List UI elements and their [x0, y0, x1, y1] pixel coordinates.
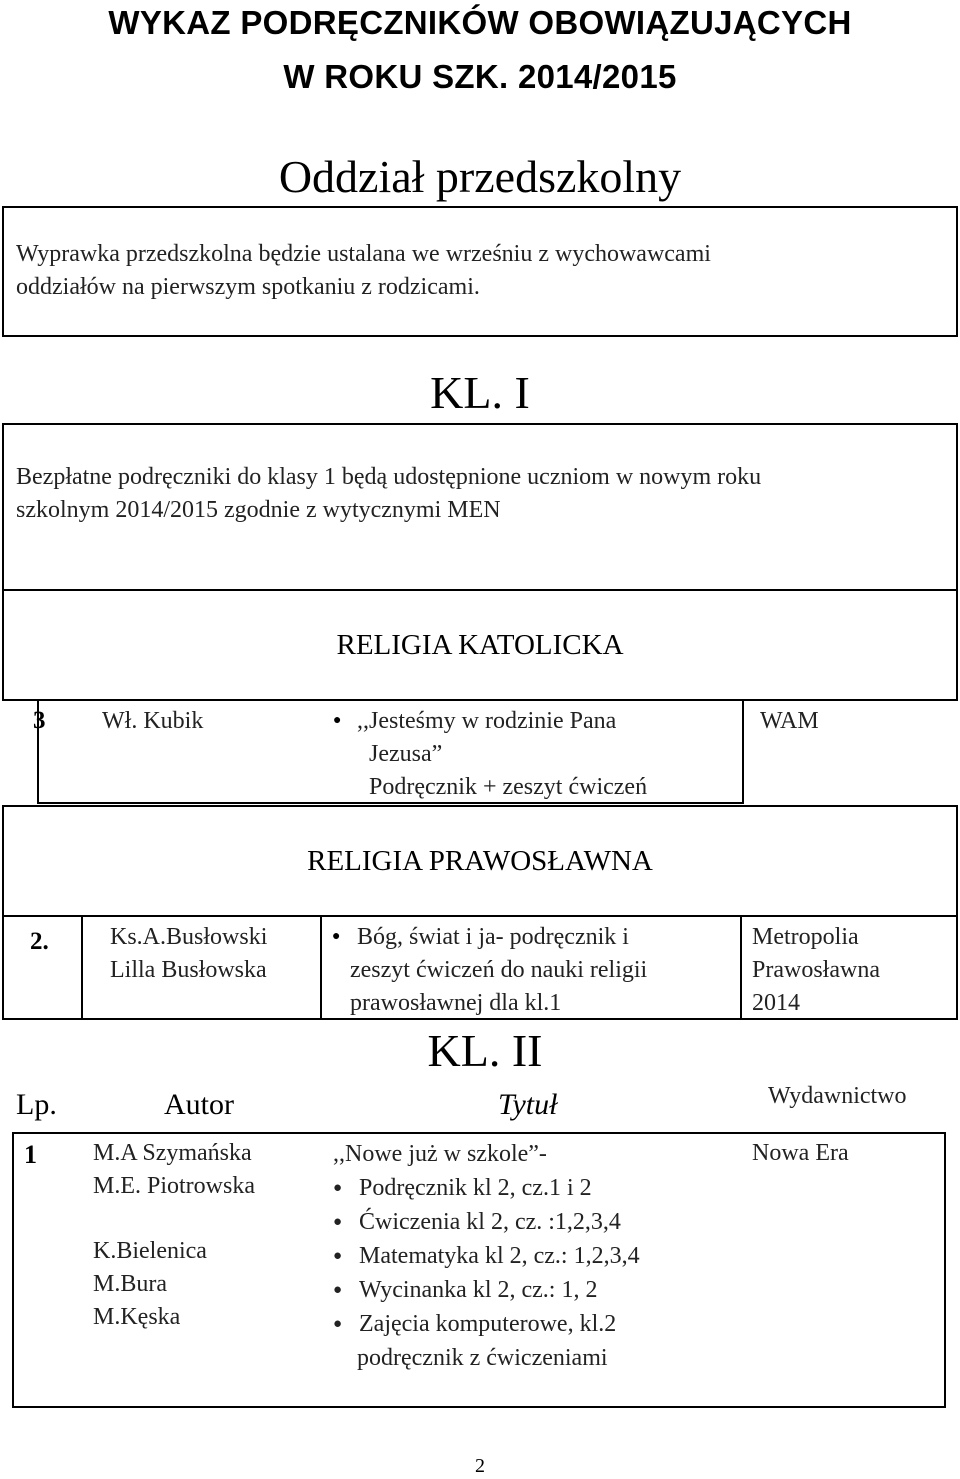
- list-item: ● Wycinanka kl 2, cz.: 1, 2: [333, 1273, 640, 1307]
- catholic-heading-box: [2, 589, 958, 701]
- catholic-lp: 3: [33, 707, 46, 734]
- author-name: K.Bielenica: [93, 1238, 207, 1264]
- orthodox-heading-box: [2, 805, 958, 917]
- class2-title-intro: ,,Nowe już w szkole”-: [333, 1141, 547, 1167]
- orthodox-publisher-line3: 2014: [752, 990, 800, 1016]
- orthodox-author-line2: Lilla Busłowska: [110, 957, 267, 983]
- catholic-title-line2: Jezusa”: [369, 741, 443, 767]
- author-name: M.A Szymańska: [93, 1140, 252, 1166]
- column-header-author: Autor: [164, 1088, 234, 1121]
- orthodox-lp: 2.: [30, 928, 49, 955]
- orthodox-heading: RELIGIA PRAWOSŁAWNA: [307, 845, 653, 877]
- column-header-lp: Lp.: [16, 1088, 57, 1121]
- section-heading-class2: KL. II: [427, 1025, 543, 1076]
- author-name: M.Bura: [93, 1271, 167, 1297]
- catholic-row: [0, 700, 960, 806]
- section-heading-preschool: Oddział przedszkolny: [278, 151, 682, 202]
- page-number: 2: [475, 1455, 485, 1477]
- list-item: ● Podręcznik kl 2, cz.1 i 2: [333, 1171, 640, 1205]
- catholic-heading: RELIGIA KATOLICKA: [336, 629, 624, 661]
- class2-table: [0, 1080, 960, 1410]
- author-name: [93, 1203, 255, 1235]
- orthodox-title-line2: zeszyt ćwiczeń do nauki religii: [350, 957, 648, 983]
- preschool-text-line1: Wyprawka przedszkolna będzie ustalana we wrześniu z wychowawcami: [16, 241, 711, 267]
- catholic-title-line3: Podręcznik + zeszyt ćwiczeń: [369, 774, 648, 800]
- author-name: M.Kęska: [93, 1304, 181, 1330]
- orthodox-publisher-line1: Metropolia: [752, 924, 859, 950]
- orthodox-publisher-line2: Prawosławna: [752, 957, 880, 983]
- document-title-line2: W ROKU SZK. 2014/2015: [283, 58, 677, 95]
- orthodox-title-line3: prawosławnej dla kl.1: [350, 990, 562, 1016]
- class2-author-list: [93, 1137, 255, 1334]
- class2-title-outro: podręcznik z ćwiczeniami: [357, 1345, 608, 1371]
- section-heading-class1: KL. I: [430, 367, 530, 418]
- list-item: ● Matematyka kl 2, cz.: 1,2,3,4: [333, 1239, 640, 1273]
- class2-lp: 1: [24, 1140, 37, 1169]
- class2-title-list: [333, 1171, 640, 1341]
- preschool-text-line2: oddziałów na pierwszym spotkaniu z rodzicami.: [16, 274, 480, 300]
- column-header-publisher: Wydawnictwo: [768, 1083, 907, 1109]
- list-item: ● Zajęcia komputerowe, kl.2: [333, 1307, 640, 1341]
- catholic-title-line1: ,,Jesteśmy w rodzinie Pana: [357, 708, 617, 734]
- preschool-box: [2, 206, 958, 337]
- class2-publisher: Nowa Era: [752, 1140, 849, 1166]
- orthodox-row: [0, 916, 960, 1022]
- catholic-author: Wł. Kubik: [102, 708, 204, 734]
- column-header-title: Tytuł: [498, 1088, 558, 1121]
- bullet-icon: ●: [332, 929, 341, 944]
- document-title-line1: WYKAZ PODRĘCZNIKÓW OBOWIĄZUJĄCYCH: [108, 4, 852, 41]
- list-item: ● Ćwiczenia kl 2, cz. :1,2,3,4: [333, 1205, 640, 1239]
- class2-title-cell: [333, 1137, 640, 1375]
- orthodox-author-line1: Ks.A.Busłowski: [110, 924, 268, 950]
- catholic-publisher: WAM: [760, 708, 819, 734]
- author-name: M.E. Piotrowska: [93, 1173, 255, 1199]
- class1-text-line1: Bezpłatne podręczniki do klasy 1 będą udostępnione uczniom w nowym roku: [16, 464, 762, 490]
- class1-text-line2: szkolnym 2014/2015 zgodnie z wytycznymi MEN: [16, 497, 501, 523]
- bullet-icon: ●: [333, 713, 342, 728]
- orthodox-title-line1: Bóg, świat i ja- podręcznik i: [357, 924, 629, 950]
- class1-info-box: [2, 423, 958, 591]
